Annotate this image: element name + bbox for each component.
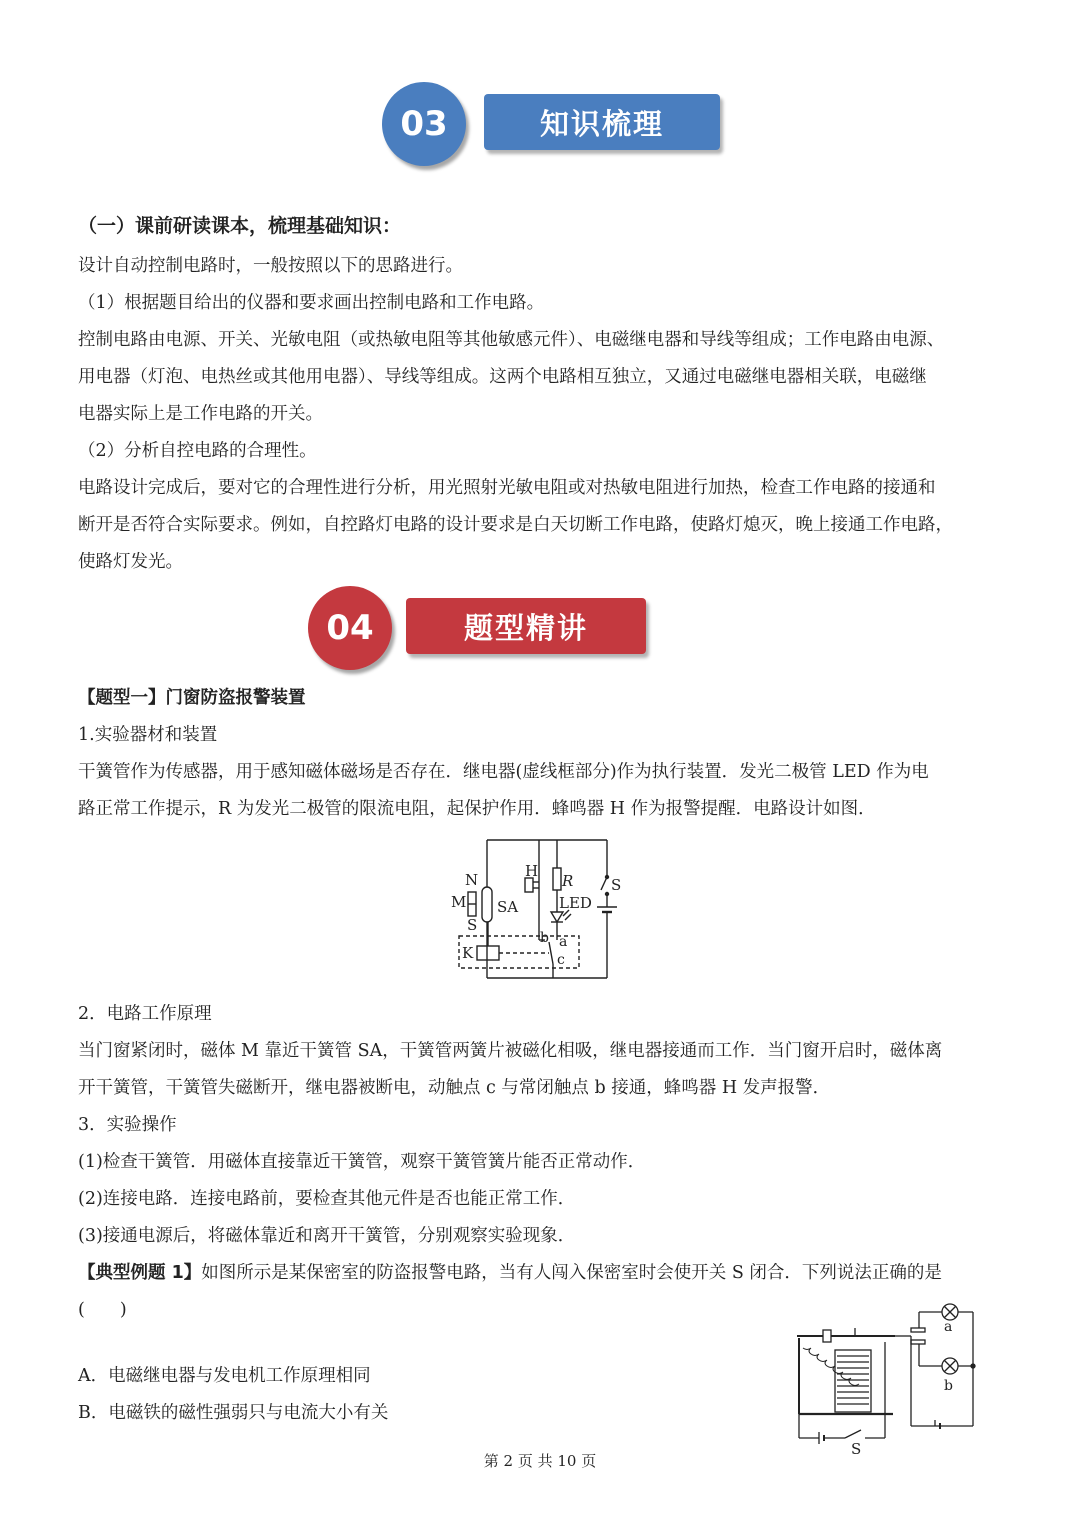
label-K: K: [462, 944, 474, 962]
section-number-circle: 03: [382, 82, 466, 166]
paragraph: (1)检查干簧管．用磁体直接靠近干簧管，观察干簧管簧片能否正常动作．: [78, 1152, 646, 1172]
paragraph: （1）根据题目给出的仪器和要求画出控制电路和工作电路。: [78, 293, 545, 313]
label-N: N: [465, 871, 479, 889]
paragraph: 电器实际上是工作电路的开关。: [78, 404, 323, 424]
paragraph: 1.实验器材和装置: [78, 725, 218, 745]
label-a: a: [944, 1319, 953, 1335]
section-title-bar: 题型精讲: [406, 598, 646, 654]
paragraph: 路正常工作提示，R 为发光二极管的限流电阻，起保护作用．蜂鸣器 H 作为报警提醒．电路设计如图．: [78, 799, 876, 819]
paragraph: 2．电路工作原理: [78, 1004, 212, 1024]
alarm-circuit-diagram: [445, 832, 635, 984]
secret-room-alarm-diagram: [795, 1298, 985, 1458]
paragraph: (2)连接电路．连接电路前，要检查其他元件是否也能正常工作．: [78, 1189, 576, 1209]
type-heading: 【题型一】门窗防盗报警装置: [78, 688, 306, 708]
paragraph: (3)接通电源后，将磁体靠近和离开干簧管，分别观察实验现象．: [78, 1226, 576, 1246]
paragraph: 电路设计完成后，要对它的合理性进行分析，用光照射光敏电阻或对热敏电阻进行加热，检查工作电路的接通和: [78, 478, 936, 498]
label-R: R: [562, 872, 574, 890]
option-a: A．电磁继电器与发电机工作原理相同: [78, 1366, 371, 1386]
example-text: 如图所示是某保密室的防盗报警电路，当有人闯入保密室时会使开关 S 闭合．下列说法正确的是: [201, 1263, 942, 1283]
label-switch-S: S: [611, 876, 622, 894]
label-a: a: [559, 934, 568, 950]
label-S: S: [467, 916, 478, 934]
paragraph: 使路灯发光。: [78, 552, 183, 572]
section-number-circle: 04: [308, 586, 392, 670]
answer-paren: ( ): [78, 1300, 127, 1320]
section-heading: （一）课前研读课本，梳理基础知识：: [78, 215, 402, 237]
label-b: b: [540, 930, 549, 946]
paragraph: 设计自动控制电路时，一般按照以下的思路进行。: [78, 256, 463, 276]
label-SA: SA: [497, 898, 519, 916]
label-M: M: [451, 893, 467, 911]
paragraph: 干簧管作为传感器，用于感知磁体磁场是否存在．继电器(虚线框部分)作为执行装置．发光二极管 LED 作为电: [78, 762, 929, 782]
option-b: B．电磁铁的磁性强弱只与电流大小有关: [78, 1403, 389, 1423]
label-LED: LED: [559, 894, 592, 912]
page-footer: 第 2 页 共 10 页: [483, 1452, 597, 1470]
label-b: b: [944, 1378, 953, 1394]
example-question: [78, 1255, 1008, 1292]
label-S: S: [851, 1440, 862, 1458]
paragraph: 3．实验操作: [78, 1115, 177, 1135]
section-title-bar: 知识梳理: [484, 94, 720, 150]
paragraph: 用电器（灯泡、电热丝或其他用电器）、导线等组成。这两个电路相互独立，又通过电磁继电器相关联，电磁继: [78, 367, 927, 387]
paragraph: 当门窗紧闭时，磁体 M 靠近干簧管 SA，干簧管两簧片被磁化相吸，继电器接通而工作．当门窗开启时，磁体离: [78, 1041, 943, 1061]
label-H: H: [525, 862, 539, 880]
paragraph: 开干簧管，干簧管失磁断开，继电器被断电，动触点 c 与常闭触点 b 接通，蜂鸣器 H 发声报警．: [78, 1078, 831, 1098]
example-label: 【典型例题 1】: [78, 1263, 202, 1283]
paragraph: （2）分析自控电路的合理性。: [78, 441, 317, 461]
paragraph: 控制电路由电源、开关、光敏电阻（或热敏电阻等其他敏感元件）、电磁继电器和导线等组成；工作电路由电源、: [78, 330, 945, 350]
label-c: c: [557, 952, 565, 968]
paragraph: 断开是否符合实际要求。例如，自控路灯电路的设计要求是白天切断工作电路，使路灯熄灭，晚上接通工作电路，: [78, 515, 953, 535]
